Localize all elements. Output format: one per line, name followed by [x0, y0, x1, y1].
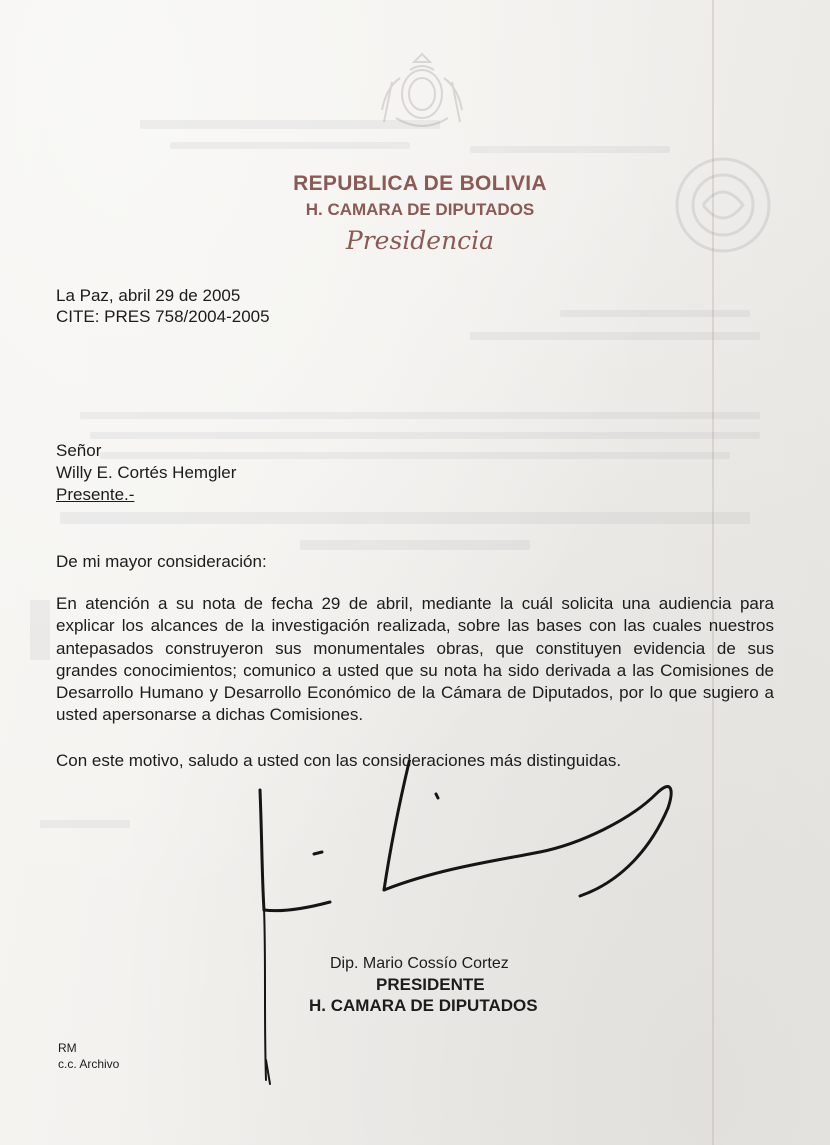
signatory-title: PRESIDENTE: [376, 975, 485, 994]
bleed-through-mark: [40, 820, 130, 828]
body-paragraph: En atención a su nota de fecha 29 de abril, mediante la cuál solicita una audiencia para explicar los alcances de la investigación realizada, sobre las bases con las cuales nuestros antepasados construyeron sus monumentales obras, que constituyen evidencia de sus grandes conocimientos; comunico a usted que su nota ha sido derivada a las Comisiones de Desarrollo Humano y Desarrollo Económico de la Cámara de Diputados, por lo que sugiero a usted apersonarse a dichas Comisiones.: [56, 594, 774, 725]
recipient-presente: Presente.-: [56, 485, 135, 504]
bleed-through-mark: [300, 540, 530, 550]
bleed-through-mark: [560, 310, 750, 317]
greeting: De mi mayor consideración:: [56, 552, 267, 571]
recipient-title: Señor: [56, 441, 102, 460]
place-date: La Paz, abril 29 de 2005: [56, 286, 241, 305]
letterhead-country: REPUBLICA DE BOLIVIA: [293, 172, 547, 195]
bleed-through-mark: [100, 452, 730, 459]
bleed-through-mark: [80, 412, 760, 419]
cite-reference: CITE: PRES 758/2004-2005: [56, 307, 270, 326]
signatory-name: Dip. Mario Cossío Cortez: [330, 955, 509, 972]
handwritten-signature: [240, 760, 680, 1100]
ghost-seal-icon: [668, 150, 778, 260]
bleed-through-mark: [470, 146, 670, 153]
bleed-through-mark: [90, 432, 760, 439]
bleed-through-mark: [170, 142, 410, 149]
letterhead-chamber: H. CAMARA DE DIPUTADOS: [305, 200, 535, 219]
coat-of-arms-emboss-icon: [370, 48, 474, 136]
bleed-through-mark: [30, 600, 50, 660]
bleed-through-mark: [60, 512, 750, 524]
carbon-copy: c.c. Archivo: [58, 1057, 120, 1071]
recipient-name: Willy E. Cortés Hemgler: [56, 463, 237, 482]
signatory-org: H. CAMARA DE DIPUTADOS: [309, 996, 538, 1015]
letterhead-office: Presidencia: [345, 226, 495, 255]
closing-line: Con este motivo, saludo a usted con las consideraciones más distinguidas.: [56, 751, 622, 770]
bleed-through-mark: [470, 332, 760, 340]
typist-initials: RM: [58, 1041, 77, 1055]
